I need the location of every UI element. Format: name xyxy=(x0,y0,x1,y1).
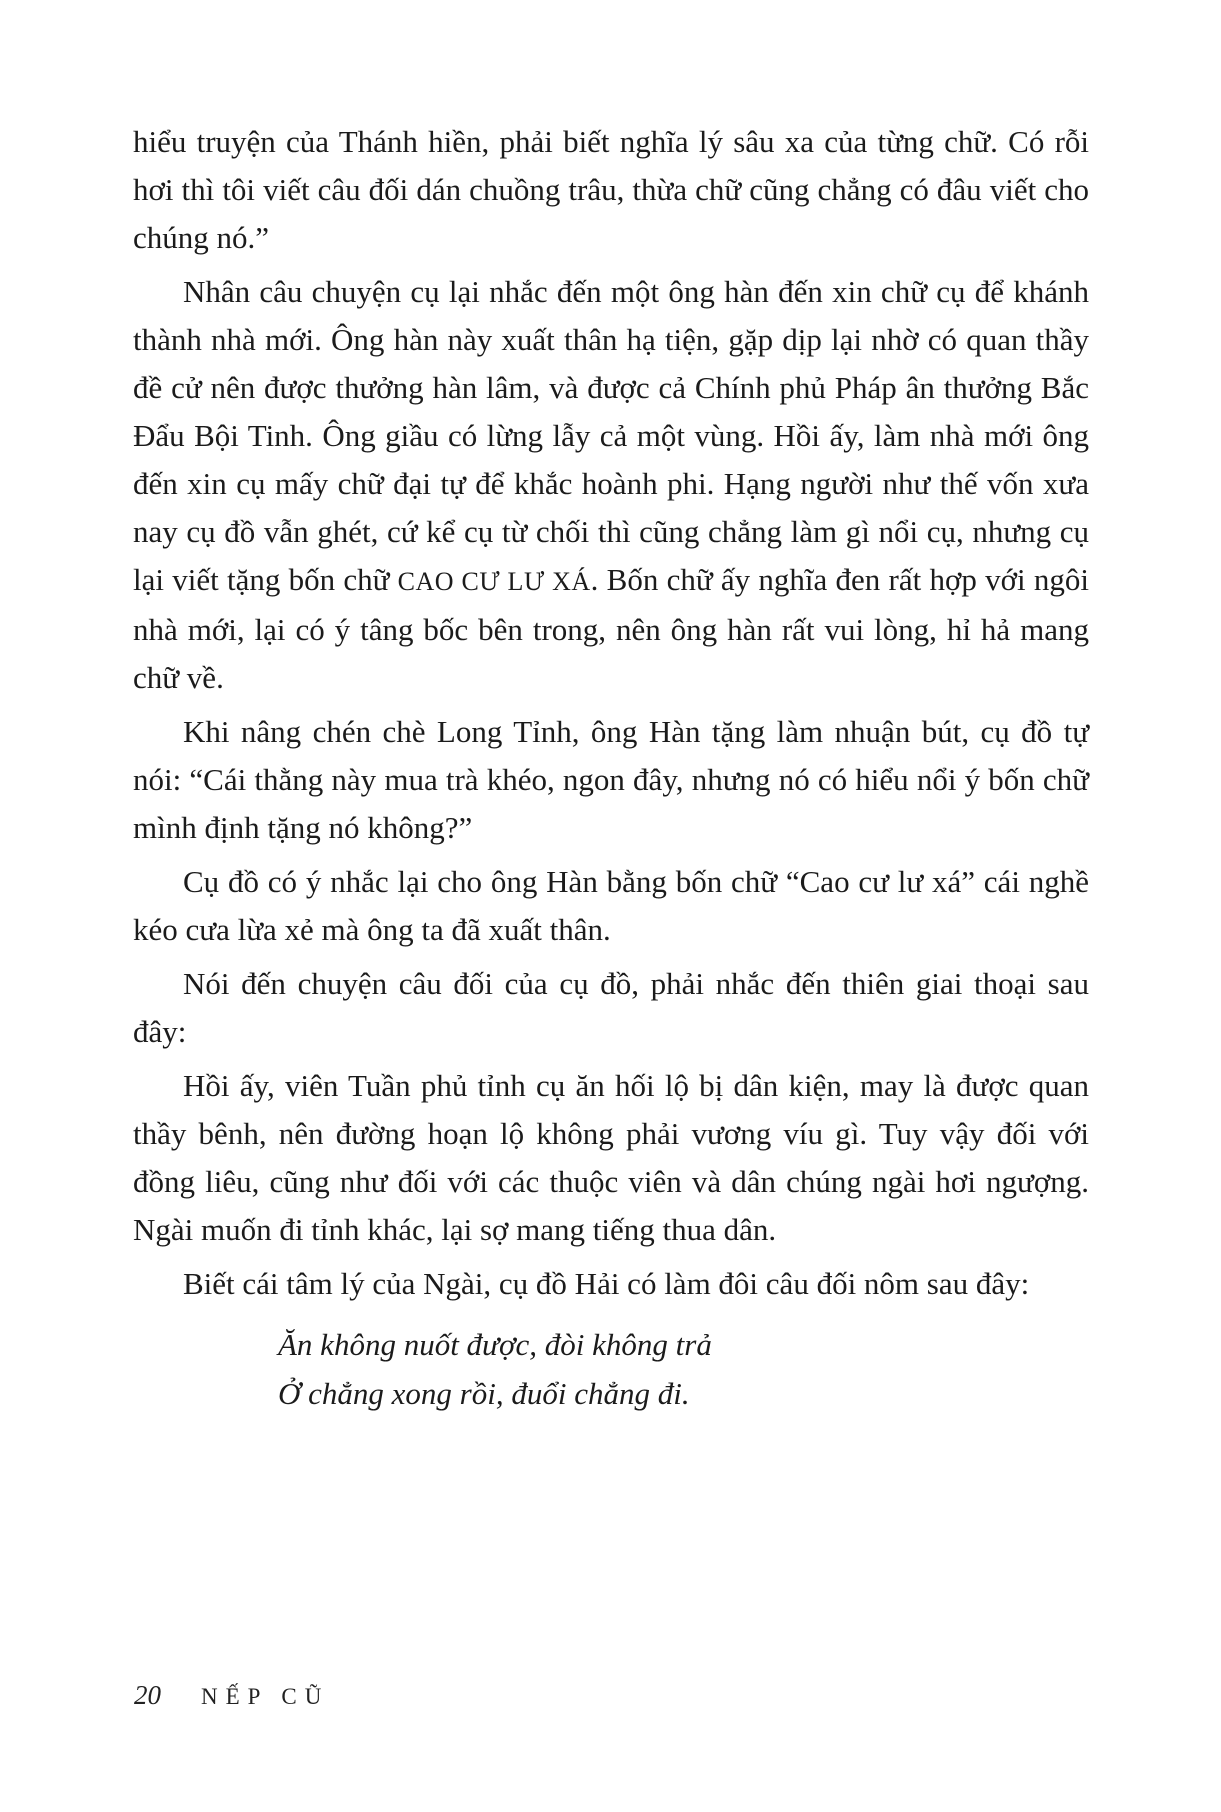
paragraph-nhac-lai: Cụ đồ có ý nhắc lại cho ông Hàn bằng bốn chữ “Cao cư lư xá” cái nghề kéo cưa lừa xẻ mà ông ta đã xuất thân. xyxy=(133,864,1089,947)
paragraph-ong-han xyxy=(133,268,1089,702)
couplet xyxy=(278,1320,1089,1418)
paragraph-tuan-phu: Hồi ấy, viên Tuần phủ tỉnh cụ ăn hối lộ bị dân kiện, may là được quan thầy bênh, nên đường hoạn lộ không phải vương víu gì. Tuy vậy đối với đồng liêu, cũng như đối với các thuộc viên và dân chúng ngài hơi ngượng. Ngài muốn đi tỉnh khác, lại sợ mang tiếng thua dân. xyxy=(133,1068,1089,1247)
verse-line-1: Ăn không nuốt được, đòi không trả xyxy=(278,1327,712,1362)
caps-phrase-cao-cu-lu-xa: CAO CƯ LƯ XÁ xyxy=(397,567,591,596)
body-text xyxy=(133,118,1089,1418)
paragraph-cau-doi-nom: Biết cái tâm lý của Ngài, cụ đồ Hải có làm đôi câu đối nôm sau đây: xyxy=(183,1266,1030,1301)
paragraph-continuation: hiểu truyện của Thánh hiền, phải biết nghĩa lý sâu xa của từng chữ. Có rỗi hơi thì tôi viết câu đối dán chuồng trâu, thừa chữ cũng chẳng có đâu viết cho chúng nó.” xyxy=(133,124,1089,255)
running-title: NẾP CŨ xyxy=(201,1684,330,1709)
paragraph-text: Nhân câu chuyện cụ lại nhắc đến một ông hàn đến xin chữ cụ để khánh thành nhà mới. Ông hàn này xuất thân hạ tiện, gặp dịp lại nhờ có quan thầy đề cử nên được thưởng hàn lâm, và được cả Chính phủ Pháp ân thưởng Bắc Đẩu Bội Tinh. Ông giầu có lừng lẫy cả một vùng. Hồi ấy, làm nhà mới ông đến xin cụ mấy chữ đại tự để khắc hoành phi. Hạng người như thế vốn xưa nay cụ đồ vẫn ghét, cứ kể cụ từ chối thì cũng chẳng làm gì nổi cụ, nhưng cụ lại viết tặng bốn chữ xyxy=(133,274,1089,597)
paragraph-giai-thoai: Nói đến chuyện câu đối của cụ đồ, phải nhắc đến thiên giai thoại sau đây: xyxy=(133,966,1089,1049)
page-number: 20 xyxy=(134,1680,161,1710)
verse-line-2: Ở chẳng xong rồi, đuổi chẳng đi. xyxy=(278,1376,690,1411)
paragraph-text: . Bốn chữ ấy nghĩa đen rất hợp với ngôi nhà mới, lại có ý tâng bốc bên trong, nên ông hàn rất vui lòng, hỉ hả mang chữ về. xyxy=(133,562,1089,695)
paragraph-che-long-tinh: Khi nâng chén chè Long Tỉnh, ông Hàn tặng làm nhuận bút, cụ đồ tự nói: “Cái thằng này mua trà khéo, ngon đây, nhưng nó có hiểu nổi ý bốn chữ mình định tặng nó không?” xyxy=(133,714,1089,845)
page-footer xyxy=(134,1680,329,1711)
